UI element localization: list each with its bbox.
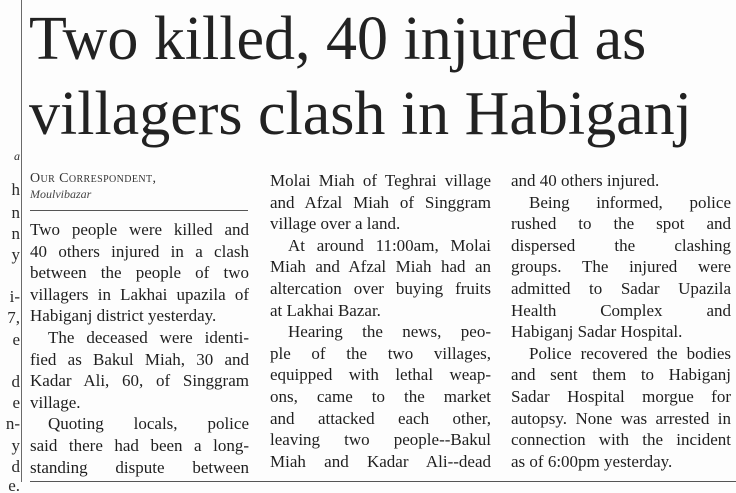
text-line: altercation over buying fruits — [270, 278, 491, 298]
text-line: at Lakhai Bazar. — [270, 300, 381, 320]
text-line: At around 11:00am, Molai — [288, 235, 491, 255]
text-line: between the people of two — [30, 263, 249, 283]
text-line: connection with the incident — [511, 430, 731, 450]
text-line: Kadar Ali, 60, of Singgram — [30, 371, 249, 391]
text-line: as of 6:00pm yesterday. — [511, 451, 673, 471]
fragment-text: 7, — [7, 308, 20, 327]
fragment-text: a — [14, 149, 20, 163]
fragment-text: e. — [8, 476, 20, 493]
text-line: dispersed the clashing — [511, 235, 731, 255]
fragment-text: d — [11, 457, 20, 476]
text-line: Two people were killed and — [30, 220, 249, 239]
text-line: and 40 others injured. — [511, 171, 660, 190]
text-line: said there had been a long- — [30, 435, 249, 455]
fragment-text: e — [12, 330, 20, 349]
text-line: village. — [30, 392, 81, 412]
text-line: Miah and Afzal Miah had an — [270, 257, 491, 277]
headline — [29, 2, 734, 152]
adjacent-article-fragment — [0, 0, 22, 493]
fragment-text: e — [12, 393, 20, 412]
text-line: Quoting locals, police — [48, 414, 249, 434]
column-divider — [21, 0, 22, 482]
headline-line: villagers clash in Habiganj — [29, 80, 692, 148]
text-line: ons, came to the market — [270, 386, 491, 406]
text-line: Molai Miah of Teghrai village — [270, 171, 491, 190]
text-line: and attacked each other, — [270, 408, 491, 428]
fragment-text: n — [11, 203, 20, 222]
text-line: standing dispute between — [30, 457, 249, 477]
fragment-text: y — [11, 245, 20, 264]
fragment-text: n — [11, 224, 20, 243]
text-line: Miah and Kadar Ali--dead — [270, 451, 491, 471]
text-line: leaving two people--Bakul — [270, 430, 491, 450]
text-line: village over a land. — [270, 214, 401, 234]
text-line: and sent them to Habiganj — [511, 365, 731, 385]
fragment-text: y — [11, 436, 20, 455]
fragment-text: d — [11, 372, 20, 391]
text-line: villagers in Lakhai upazila of — [30, 284, 249, 304]
text-line: groups. The injured were — [511, 257, 731, 277]
text-line: Health Complex and — [511, 300, 731, 320]
bottom-divider — [30, 481, 736, 482]
text-line: rushed to the spot and — [511, 214, 731, 234]
fragment-text: i- — [9, 287, 20, 306]
byline-name: Our Correspondent, — [30, 171, 157, 186]
text-line: Being informed, police — [529, 192, 731, 212]
headline-line: Two killed, 40 injured as — [29, 5, 647, 73]
text-line: Hearing the news, peo- — [288, 322, 491, 342]
article-column-1 — [30, 219, 249, 478]
text-line: The deceased were identi- — [48, 327, 249, 347]
fragment-text: n- — [5, 414, 20, 433]
byline-divider — [30, 210, 248, 211]
article-column-3 — [511, 170, 731, 472]
article-column-2 — [270, 170, 491, 472]
fragment-text: h — [11, 180, 20, 199]
byline — [30, 171, 248, 201]
byline-place: Moulvibazar — [30, 187, 92, 201]
text-line: equipped with lethal weap- — [270, 365, 491, 385]
text-line: fied as Bakul Miah, 30 and — [30, 349, 249, 369]
text-line: Habiganj district yesterday. — [30, 306, 217, 326]
text-line: autopsy. None was arrested in — [511, 408, 731, 428]
text-line: 40 others injured in a clash — [30, 241, 249, 261]
text-line: Sadar Hospital morgue for — [511, 386, 731, 406]
text-line: ple of the two villages, — [270, 343, 491, 363]
text-line: Police recovered the bodies — [529, 343, 731, 363]
text-line: Habiganj Sadar Hospital. — [511, 322, 683, 342]
text-line: admitted to Sadar Upazila — [511, 278, 731, 298]
text-line: and Afzal Miah of Singgram — [270, 192, 491, 212]
